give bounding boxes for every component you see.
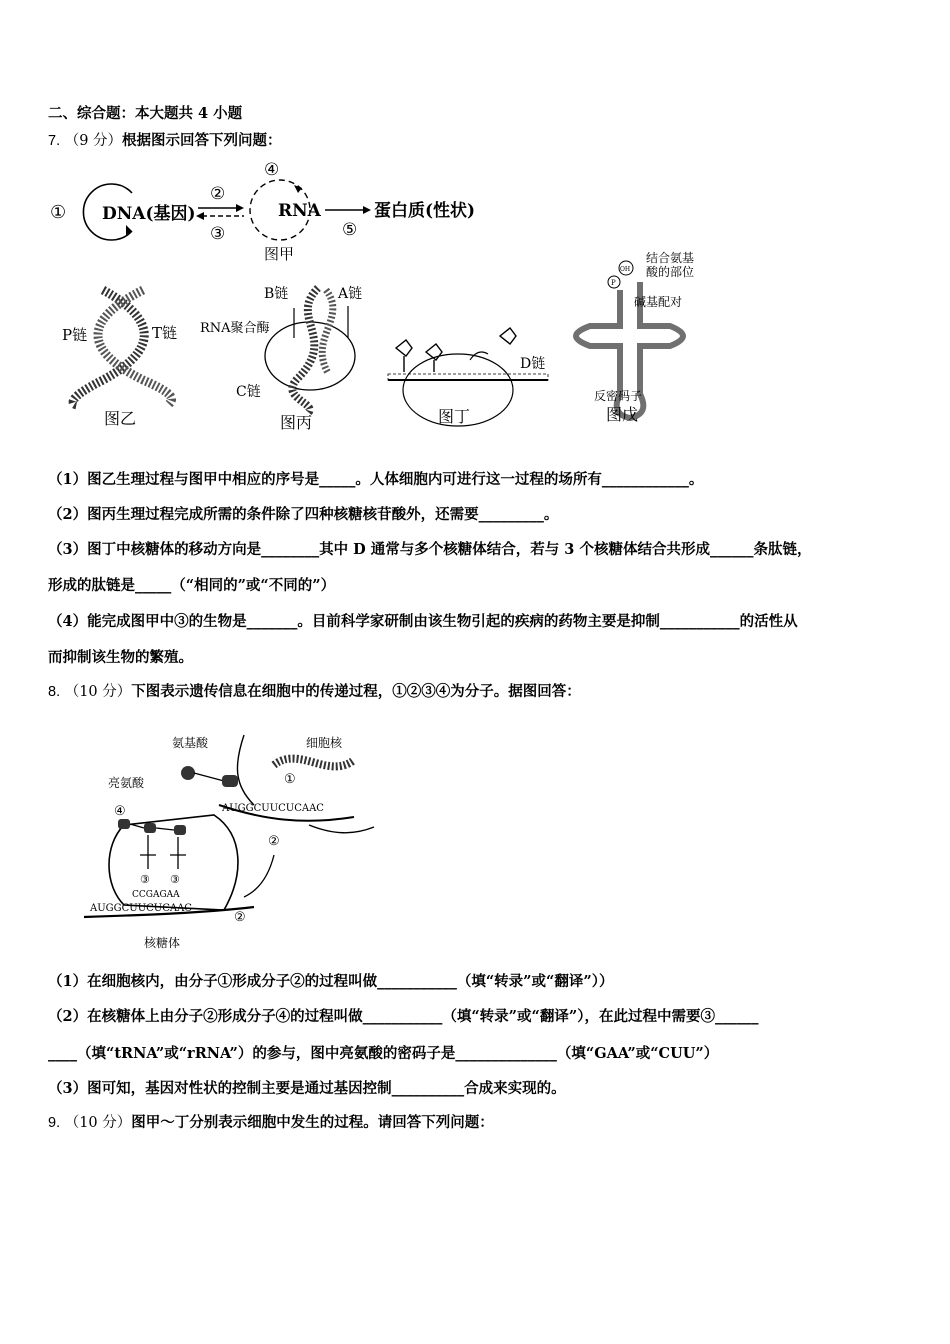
peptide-bond (156, 828, 174, 830)
rna-strand (322, 290, 333, 373)
fig-wu-caption: 图戊 (606, 405, 639, 424)
figure-q8 (84, 725, 384, 957)
fig-ding-d-chain: D链 (520, 356, 546, 372)
peptide-bead (144, 823, 156, 833)
question-number: 8. (48, 684, 61, 700)
peptide-bond (130, 824, 144, 828)
fig8-molecule-4: ④ (114, 804, 126, 819)
amino-acid-bead (181, 766, 195, 780)
fig-jia-dna: DNA(基因) (102, 204, 196, 224)
fig-bing-c-chain: C链 (236, 384, 261, 400)
fig-bing-b-chain: B链 (264, 286, 289, 302)
export-arrow (244, 855, 274, 897)
fig-jia-rna: RNA (278, 201, 321, 221)
fig8-leucine: 亮氨酸 (108, 776, 145, 790)
fig-wu-p: P (611, 279, 616, 287)
figure-ding (378, 318, 558, 430)
fig8-molecule-3a: ③ (140, 873, 150, 886)
question-9-head (48, 1111, 494, 1132)
q7-line-3: （3）图丁中核糖体的移动方向是________其中 D 通常与多个核糖体结合，若与 3 个核糖体结合共形成______条肽链， (48, 541, 812, 558)
fig-jia-label-4: ④ (264, 160, 280, 180)
q7-line-2: （2）图丙生理过程完成所需的条件除了四种核糖核苷酸外，还需要_________。 (48, 506, 559, 523)
question-7-head (48, 129, 282, 150)
q7-line-1: （1）图乙生理过程与图甲中相应的序号是_____。人体细胞内可进行这一过程的场所有____________。 (48, 471, 704, 488)
fig8-molecule-1: ① (284, 772, 296, 787)
figure-wu (560, 250, 730, 430)
trna-acceptor (222, 775, 238, 787)
trna-2 (426, 344, 442, 372)
peptide-bead (174, 825, 186, 835)
fig-bing-enzyme: RNA聚合酶 (200, 321, 270, 336)
trna-3 (500, 328, 516, 344)
arrow-head (236, 204, 244, 212)
question-number: 7. (48, 133, 61, 149)
question-stem: 根据图示回答下列问题： (122, 132, 282, 149)
fig8-nucleus: 细胞核 (306, 736, 343, 750)
q7-line-4: 形成的肽链是_____（“相同的”或“不同的”） (48, 577, 336, 594)
q8-line-2: （2）在核糖体上由分子②形成分子④的过程叫做___________（填“转录”或“翻译”），在此过程中需要③______ (48, 1008, 759, 1025)
figure-jia (40, 155, 500, 267)
fig-wu-oh: OH (620, 266, 631, 273)
fig-jia-label-2: ② (210, 184, 226, 204)
fig8-seq-top: AUGGCUUCUCAAC (222, 803, 324, 814)
q8-line-1: （1）在细胞核内，由分子①形成分子②的过程叫做___________（填“转录”或“翻译”）） (48, 973, 614, 990)
fig-wu-anticodon: 反密码子 (594, 389, 643, 403)
figure-yi (48, 280, 198, 430)
nuclear-envelope (237, 735, 254, 805)
fig8-molecule-2b: ② (234, 910, 246, 925)
q8-line-4: （3）图可知，基因对性状的控制主要是通过基因控制__________合成来实现的。 (48, 1080, 566, 1097)
figure-bing (198, 278, 378, 436)
fig-yi-p-chain: P链 (62, 326, 88, 344)
q8-line-3: ____（填“tRNA”或“rRNA”）的参与，图中亮氨酸的密码子是______________（填“GAA”或“CUU”） (48, 1045, 719, 1062)
bond (194, 773, 224, 781)
question-score: （10 分） (64, 1115, 132, 1131)
question-score: （10 分） (64, 684, 132, 700)
question-8-head (48, 680, 581, 701)
dna-strand-t (98, 290, 172, 405)
nuclear-pore (309, 825, 374, 833)
fig-jia-caption: 图甲 (264, 245, 295, 263)
trna-b (170, 837, 186, 869)
dna-template (292, 288, 318, 413)
dna-molecule (274, 759, 354, 767)
fig-ding-caption: 图丁 (438, 407, 471, 426)
trna-a (140, 835, 156, 869)
fig8-amino-acid: 氨基酸 (172, 736, 209, 750)
fig-wu-aa-site: 结合氨基 (646, 251, 695, 265)
fig8-ribosome: 核糖体 (144, 936, 181, 950)
fig-wu-aa-site-2: 酸的部位 (646, 265, 695, 279)
section-title: 二、综合题：本大题共 4 小题 (48, 105, 243, 122)
fig8-seq-bottom: AUGGCUUCUCAAC (90, 903, 192, 914)
fig-jia-label-5: ⑤ (342, 220, 358, 240)
q7-line-5: （4）能完成图甲中③的生物是_______。目前科学家研制由该生物引起的疾病的药物主要是抑制___________的活性从 (48, 613, 798, 630)
fig-yi-t-chain: T链 (152, 324, 178, 342)
fig-jia-label-3: ③ (210, 224, 226, 244)
question-number: 9. (48, 1115, 61, 1131)
fig8-molecule-2: ② (268, 834, 280, 849)
arrow-head (363, 206, 371, 214)
q7-line-6: 而抑制该生物的繁殖。 (48, 649, 193, 666)
fig-yi-caption: 图乙 (104, 409, 137, 428)
fig-bing-a-chain: A链 (338, 286, 363, 302)
trna-1 (396, 340, 412, 372)
fig8-molecule-3b: ③ (170, 873, 180, 886)
fig-wu-pairing: 碱基配对 (634, 295, 683, 309)
fig8-anticodons: CCGAGAA (132, 890, 180, 900)
peptide-bead (118, 819, 130, 829)
question-stem: 图甲～丁分别表示细胞中发生的过程。请回答下列问题： (131, 1114, 494, 1131)
question-score: （9 分） (64, 133, 123, 149)
arrow-head (196, 212, 204, 220)
fig-jia-label-1: ① (50, 202, 67, 223)
fig-bing-caption: 图丙 (280, 413, 313, 432)
question-stem: 下图表示遗传信息在细胞中的传递过程，①②③④为分子。据图回答： (131, 683, 581, 700)
fig-jia-protein: 蛋白质(性状) (374, 201, 476, 221)
